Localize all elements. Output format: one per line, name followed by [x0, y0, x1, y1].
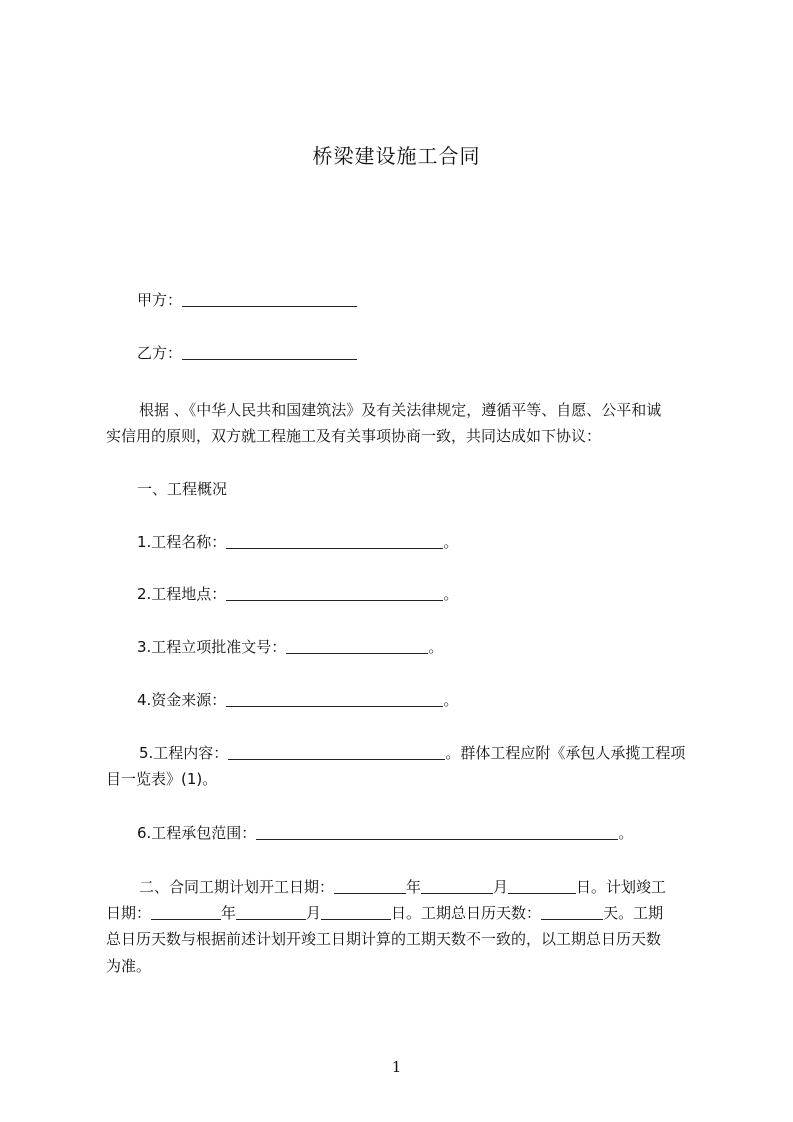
item-project-location: [137, 584, 458, 604]
start-day-completion: 日。计划竣工: [576, 878, 667, 896]
total-days-suffix: 天。工期: [603, 904, 664, 922]
funding-source-blank[interactable]: [226, 690, 443, 707]
section-2-prefix: 二、合同工期计划开工日期：: [139, 878, 335, 896]
end-year-label: 年: [221, 904, 237, 922]
contract-scope-period: 。: [618, 824, 634, 842]
intro-line-1: 根据 、《中华人民共和国建筑法》及有关法律规定，遵循平等、自愿、公平和诚: [139, 401, 662, 419]
item-project-name: [137, 532, 458, 552]
party-b-blank[interactable]: [182, 343, 357, 360]
section-2-line-3: 总日历天数与根据前述计划开竣工日期计算的工期天数不一致的，以工期总日历天数: [106, 930, 662, 948]
section-2-line-4: 为准。: [106, 957, 152, 975]
funding-source-label: 4.资金来源：: [137, 691, 227, 709]
approval-number-label: 3.工程立项批准文号：: [137, 638, 287, 656]
project-content-blank[interactable]: [228, 743, 445, 760]
item-contract-scope: [137, 823, 633, 843]
start-year-label: 年: [406, 878, 422, 896]
project-name-period: 。: [443, 533, 459, 551]
approval-number-blank[interactable]: [286, 637, 428, 654]
party-a-line: [137, 290, 357, 310]
project-location-label: 2.工程地点：: [137, 585, 227, 603]
start-day-blank[interactable]: [508, 877, 576, 894]
approval-number-period: 。: [428, 638, 444, 656]
end-day-total: 日。工期总日历天数：: [391, 904, 542, 922]
section-2-line-1: [139, 877, 666, 897]
project-content-suffix: 。群体工程应附《承包人承揽工程项: [445, 744, 686, 762]
section-1-heading: 一、工程概况: [137, 480, 228, 498]
project-location-period: 。: [443, 585, 459, 603]
section-2-line-2: [106, 903, 663, 923]
intro-line-2: 实信用的原则，双方就工程施工及有关事项协商一致，共同达成如下协议：: [106, 427, 602, 445]
total-days-blank[interactable]: [541, 903, 603, 920]
start-month-blank[interactable]: [421, 877, 493, 894]
contract-scope-blank[interactable]: [256, 823, 618, 840]
item-project-content: [139, 743, 685, 763]
project-content-line-2: 目一览表》(1)。: [106, 770, 218, 788]
start-year-blank[interactable]: [334, 877, 406, 894]
funding-source-period: 。: [443, 691, 459, 709]
project-content-label: 5.工程内容：: [139, 744, 229, 762]
page-number: 1: [391, 1058, 402, 1076]
party-b-line: [137, 343, 357, 363]
item-funding-source: [137, 690, 458, 710]
party-a-blank[interactable]: [182, 290, 357, 307]
project-location-blank[interactable]: [226, 584, 443, 601]
end-month-label: 月: [306, 904, 322, 922]
party-a-label: 甲方：: [137, 291, 183, 309]
project-name-blank[interactable]: [226, 532, 443, 549]
project-name-label: 1.工程名称：: [137, 533, 227, 551]
end-day-blank[interactable]: [321, 903, 391, 920]
contract-scope-label: 6.工程承包范围：: [137, 824, 257, 842]
end-month-blank[interactable]: [236, 903, 306, 920]
completion-date-prefix: 日期：: [106, 904, 152, 922]
item-approval-number: [137, 637, 443, 657]
party-b-label: 乙方：: [137, 344, 183, 362]
end-year-blank[interactable]: [151, 903, 221, 920]
start-month-label: 月: [493, 878, 509, 896]
document-title: 桥梁建设施工合同: [312, 144, 481, 168]
